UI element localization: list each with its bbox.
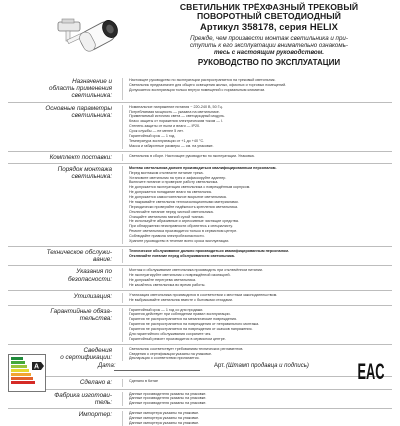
section-divider bbox=[8, 305, 392, 306]
eac-mark-text: EAC bbox=[357, 359, 385, 384]
section-content: Настоящее руководство по эксплуатации распространяется на трековый светильник. Светильник предназначен для общего освещения жилых, офисных и торговых помещений. Допускается эксплуатация только внутри помещений с нормальным климатом. bbox=[122, 78, 392, 100]
sections-list bbox=[8, 78, 392, 426]
section-certification bbox=[8, 347, 392, 362]
section-content: Техническое обслуживание должно производиться квалифицированным персоналом. Отключайте питание перед обслуживанием светильника. bbox=[122, 249, 392, 263]
section-label: Указания по безопасности: bbox=[67, 268, 112, 283]
energy-efficiency-label-icon bbox=[8, 354, 46, 392]
section-content: Утилизация светильника производится в соответствии с местным законодательством. Не выбрасывайте светильник вместе с бытовыми отходами. bbox=[122, 293, 392, 303]
section-content: Светильник в сборе. Настоящее руководство по эксплуатации. Упаковка. bbox=[122, 154, 392, 161]
section-divider bbox=[8, 376, 392, 377]
section-label: Порядок монтажа светильника: bbox=[57, 165, 112, 181]
energy-class-letter: A bbox=[33, 363, 40, 371]
section-divider bbox=[8, 151, 392, 152]
section-divider bbox=[8, 265, 392, 266]
section-disposal bbox=[8, 293, 392, 303]
section-content: Монтаж и обслуживание светильника производить при отключённом питании. Не эксплуатируйте светильник с повреждённой изоляцией. Не допускайте перегрева светильника. Не касайтесь светильника во время работы. bbox=[122, 268, 392, 288]
section-label: Основные параметры светильника: bbox=[45, 104, 112, 119]
document-header bbox=[8, 0, 392, 76]
section-package bbox=[8, 154, 392, 161]
section-label: Техническое обслужи- вание: bbox=[46, 248, 112, 264]
section-label: Сведения о сертификации: bbox=[60, 346, 112, 361]
stamp-label: (Штамп продавца и подпись) bbox=[226, 363, 309, 370]
section-label: Комплект поставки: bbox=[49, 153, 112, 161]
section-installation bbox=[8, 166, 392, 244]
section-maintenance bbox=[8, 249, 392, 263]
section-made-in bbox=[8, 379, 392, 386]
note-line-1: Прежде, чем произвести монтаж светильника и при- bbox=[190, 34, 348, 42]
pre-install-note bbox=[144, 35, 394, 57]
section-divider bbox=[8, 344, 392, 345]
section-content: Сделано в Китае bbox=[122, 379, 392, 386]
section-divider bbox=[8, 389, 392, 390]
title-line-2: ПОВОРОТНЫЙ СВЕТОДИОДНЫЙ bbox=[196, 11, 342, 22]
series-name: HELIX bbox=[309, 20, 338, 32]
section-divider bbox=[8, 408, 392, 409]
section-content: Гарантийный срок — 1 год со дня продажи. Гарантия действует при соблюдении правил эксплуатации. Гарантия не распространяется на механические повреждения. Гарантия не распространяется на повреждения от неправильного монтажа. Гарантия не распространяется на повреждения от скачков напряжения. Для гарантийного обслуживания сохраните чек. Гарантийный ремонт производится в сервисном центре. bbox=[122, 308, 392, 342]
section-divider bbox=[8, 246, 392, 247]
section-divider bbox=[8, 102, 392, 103]
article-number: 358178 bbox=[241, 20, 274, 32]
seller-signature-row bbox=[0, 363, 384, 373]
section-parameters bbox=[8, 105, 392, 149]
section-label: Гарантийные обяза- тельства: bbox=[50, 307, 112, 322]
note-line-3: тесь с настоящим руководством. bbox=[213, 49, 325, 57]
track-spotlight-illustration bbox=[52, 2, 124, 72]
manual-title: РУКОВОДСТВО ПО ЭКСПЛУАТАЦИИ bbox=[197, 57, 341, 67]
article-prefix: Артикул bbox=[200, 20, 240, 32]
section-safety bbox=[8, 268, 392, 288]
article-line bbox=[144, 22, 394, 32]
section-divider bbox=[8, 290, 392, 291]
section-label: Сделано в: bbox=[79, 379, 112, 387]
section-content: Монтаж светильника должен производиться квалифицированным персоналом. Перед монтажом отключите питание трека. Установите светильник на трек и зафиксируйте адаптер. Включите питание и проверьте работу светильника. Не допускается эксплуатация светильника с повреждённым корпусом. Не допускается попадание влаги на светильник. Не допускается самостоятельное вскрытие светильника. Не накрывайте светильник теплоизоляционными материалами. Периодически проверяйте надёжность крепления светильника. Отключайте питание перед чисткой светильника. Очищайте светильник мягкой сухой тканью. Не используйте абразивные и агрессивные чистящие средства. При обнаружении неисправности обратитесь к специалисту. Ремонт светильника производится только в сервисном центре. Соблюдайте правила электробезопасности. Храните руководство в течение всего срока эксплуатации. bbox=[122, 166, 392, 244]
article-label: Арт. bbox=[214, 363, 225, 370]
section-warranty bbox=[8, 308, 392, 342]
section-label: Фабрика изготови- тель: bbox=[54, 391, 112, 406]
section-label: Назначение и область применения светильника: bbox=[49, 78, 112, 100]
date-label: Дата: bbox=[98, 363, 116, 370]
eac-mark-icon bbox=[357, 357, 385, 383]
section-content: Данные импортера указаны на упаковке. Данные импортера указаны на упаковке. Данные импортера указаны на упаковке. bbox=[122, 411, 392, 426]
section-divider bbox=[8, 163, 392, 164]
section-factory bbox=[8, 392, 392, 407]
series-prefix: , серия bbox=[273, 20, 308, 32]
title-block bbox=[144, 3, 394, 67]
section-importer bbox=[8, 411, 392, 426]
section-content: Данные производителя указаны на упаковке. Данные производителя указаны на упаковке. Данные производителя указаны на упаковке. bbox=[122, 392, 392, 407]
section-label: Утилизация: bbox=[73, 292, 112, 300]
section-content: Номинальное напряжение питания ~ 220-240 В, 50 Гц. Потребляемая мощность — указана на светильнике. Применяемый источник света — светодиодный модуль. Класс защиты от поражения электрическим током — I. Степень защиты от пыли и влаги — IP20. Срок службы — не менее 5 лет. Гарантийный срок — 1 год. Температура эксплуатации от +1 до +40 °C. Масса и габаритные размеры — см. на упаковке. bbox=[122, 105, 392, 149]
section-content: Светильник соответствует требованиям технических регламентов. Сведения о сертификации указаны на упаковке. Декларация о соответствии прилагается. bbox=[122, 347, 392, 362]
title-line-1: СВЕТИЛЬНИК ТРЁХФАЗНЫЙ ТРЕКОВЫЙ bbox=[179, 2, 359, 12]
section-label: Импортер: bbox=[78, 411, 112, 419]
section-purpose bbox=[8, 78, 392, 100]
date-field-line bbox=[114, 370, 200, 371]
note-line-2: ступить к его эксплуатации внимательно ознакомь- bbox=[190, 42, 348, 50]
